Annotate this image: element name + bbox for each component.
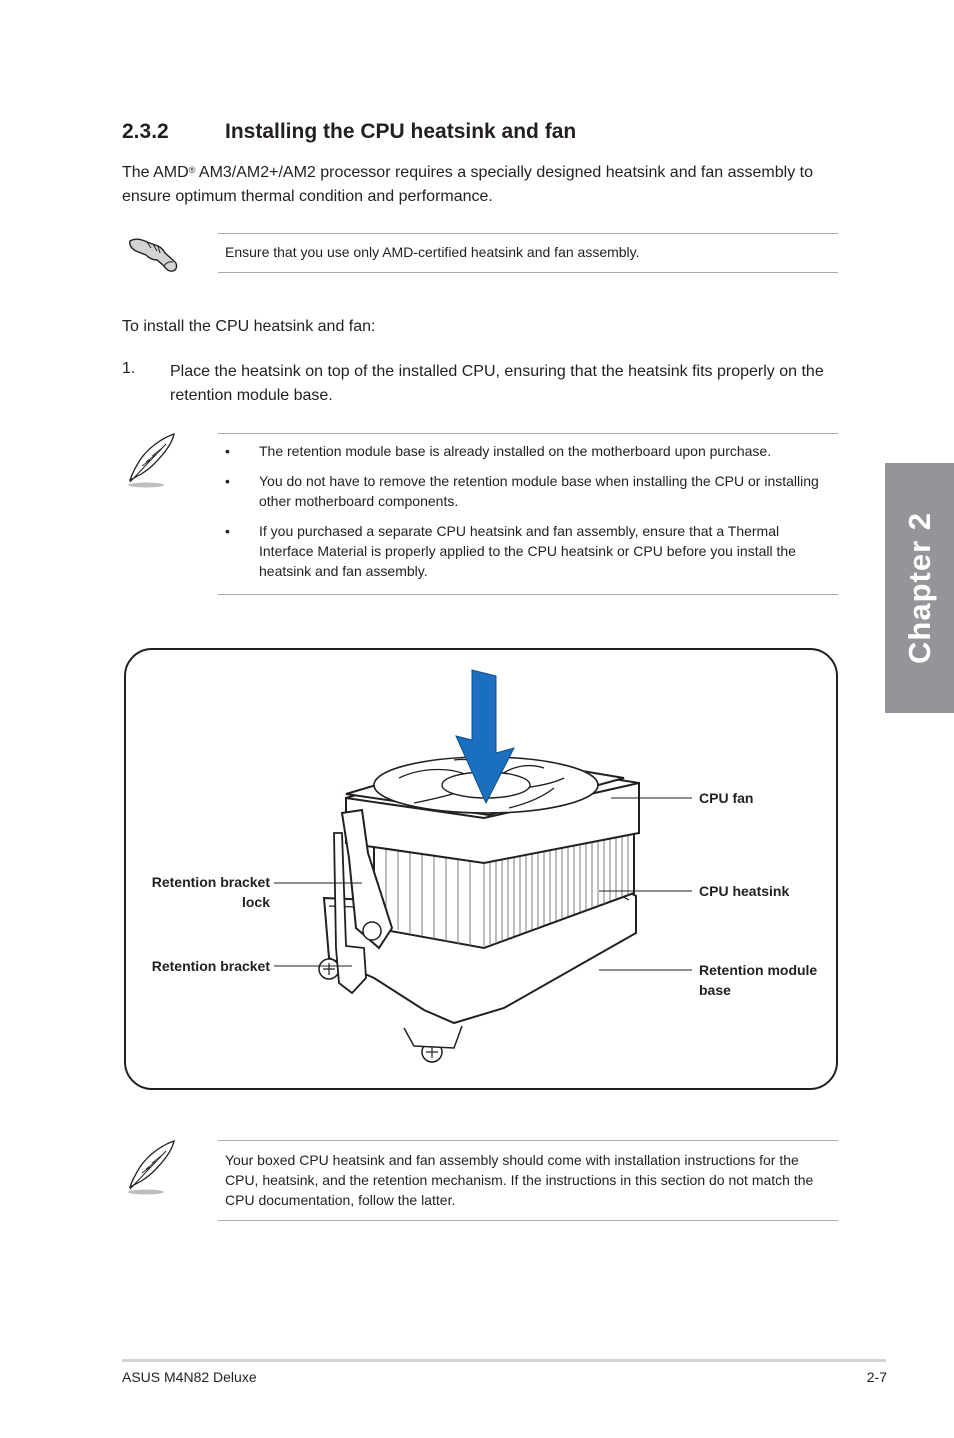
chapter-tab-label: Chapter 2	[901, 512, 937, 664]
label-retention-bracket-lock-line1: Retention bracket	[151, 874, 270, 890]
bottom-note-rule-top	[218, 1140, 838, 1141]
feather-note-icon	[122, 1137, 182, 1202]
caution-rule-top	[218, 233, 838, 234]
feather-note-icon	[122, 430, 182, 495]
section-number: 2.3.2	[122, 120, 169, 143]
footer-product-name: ASUS M4N82 Deluxe	[122, 1369, 257, 1385]
heatsink-illustration	[124, 648, 838, 1090]
label-retention-bracket: Retention bracket	[151, 958, 270, 974]
caution-note-text: Ensure that you use only AMD-certified heatsink and fan assembly.	[225, 244, 640, 260]
list-item: • If you purchased a separate CPU heatsink and fan assembly, ensure that a Thermal Interface Material is properly applied to the CPU heatsink or CPU before you install the heatsink and fan assembly.	[225, 523, 796, 579]
label-cpu-heatsink: CPU heatsink	[699, 883, 790, 899]
bottom-note-rule-bottom	[218, 1220, 838, 1221]
note-rule-top	[218, 433, 838, 434]
footer-page-number: 2-7	[866, 1369, 887, 1385]
intro-paragraph: The AMD® AM3/AM2+/AM2 processor requires a specially designed heatsink and fan assembly to ensure optimum thermal condition and performance.	[122, 164, 813, 205]
chapter-tab	[885, 463, 954, 713]
label-retention-bracket-lock-line2: lock	[241, 894, 270, 910]
steps-intro: To install the CPU heatsink and fan:	[122, 318, 376, 335]
label-cpu-fan: CPU fan	[699, 790, 754, 806]
step-text: Place the heatsink on top of the installed CPU, ensuring that the heatsink fits properly on the retention module base.	[170, 363, 824, 404]
bottom-note-text: Your boxed CPU heatsink and fan assembly should come with installation instructions for the CPU, heatsink, and the retention mechanism. If the instructions in this section do not match the CPU documentation, follow the latter.	[225, 1152, 814, 1208]
note-bullet-list	[225, 441, 835, 591]
label-retention-module-base-line1: Retention module	[699, 962, 818, 978]
list-item: • You do not have to remove the retention module base when installing the CPU or installing other motherboard components.	[225, 473, 819, 509]
step-number: 1.	[122, 360, 136, 377]
note-rule-bottom	[218, 594, 838, 595]
footer-rule	[122, 1359, 886, 1362]
hand-caution-icon	[127, 233, 181, 280]
list-item: • The retention module base is already installed on the motherboard upon purchase.	[225, 443, 772, 459]
caution-rule-bottom	[218, 272, 838, 273]
section-title: Installing the CPU heatsink and fan	[225, 120, 577, 143]
label-retention-module-base-line2: base	[699, 982, 731, 998]
